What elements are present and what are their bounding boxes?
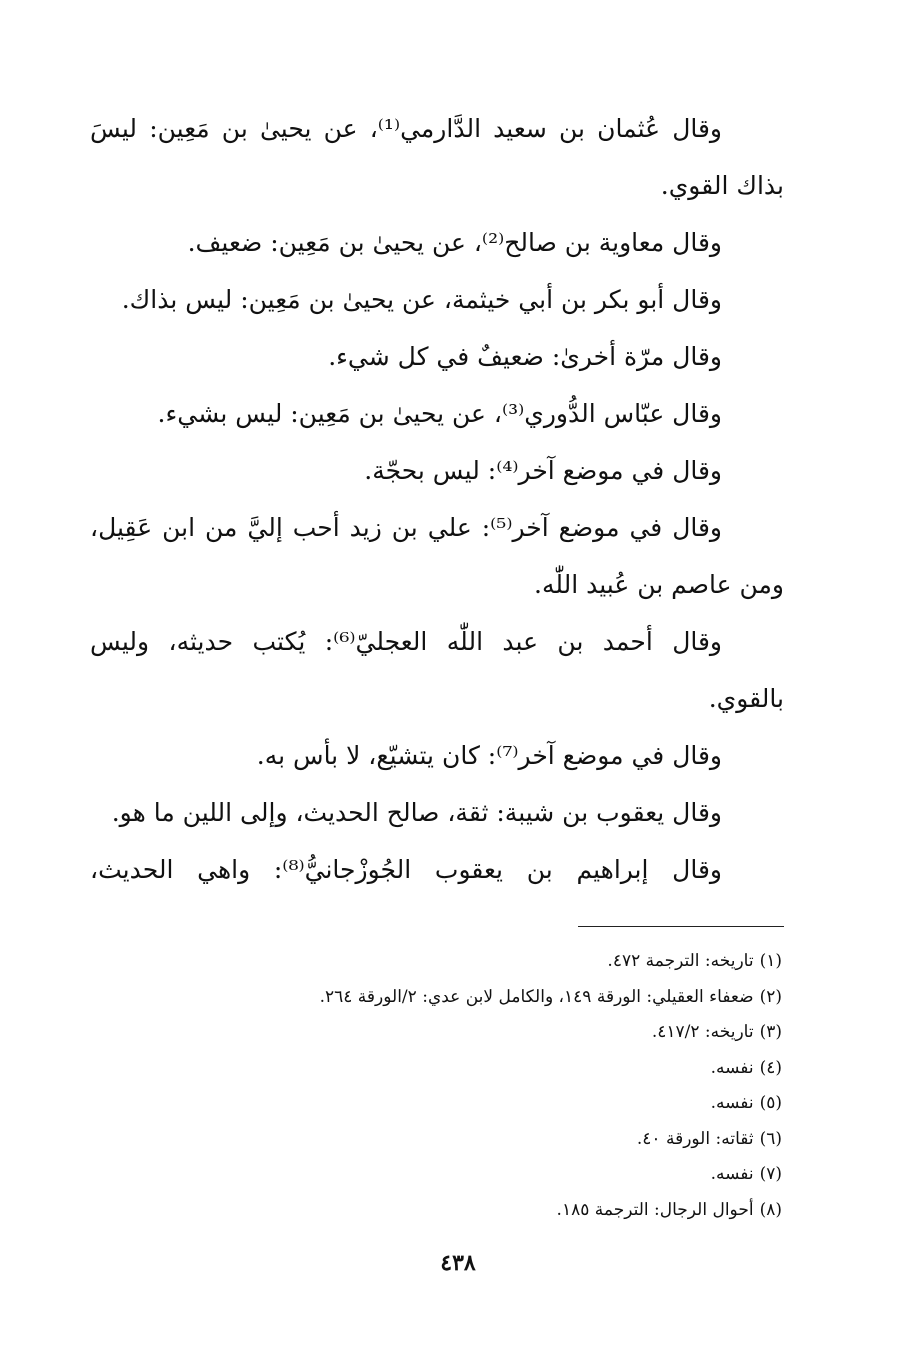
page-number: ٤٣٨: [440, 1250, 476, 1276]
text-line: وقال معاوية بن صالح⁽²⁾، عن يحيىٰ بن مَعِين: ضعيف.: [187, 228, 722, 257]
text-line: وقال في موضع آخر⁽⁵⁾: علي بن زيد أحب إليَّ من ابن عَقِيل،: [90, 513, 722, 542]
text-line: وقال عُثمان بن سعيد الدَّارمي⁽¹⁾، عن يحيىٰ بن مَعِين: ليسَ: [90, 114, 723, 143]
footnote: [142, 1193, 782, 1229]
footnote-number: (٣): [759, 1022, 782, 1042]
footnote: [142, 1157, 782, 1193]
text-line: وقال مرّة أخرىٰ: ضعيفٌ في كل شيء.: [328, 342, 722, 371]
footnote-text: أحوال الرجال: الترجمة ١٨٥.: [556, 1199, 754, 1220]
text-line: وقال في موضع آخر⁽⁴⁾: ليس بحجّة.: [364, 456, 722, 485]
text-line: وقال عبّاس الدُّوري⁽³⁾، عن يحيىٰ بن مَعِين: ليس بشيء.: [157, 399, 722, 428]
text-line: وقال أبو بكر بن أبي خيثمة، عن يحيىٰ بن مَعِين: ليس بذاك.: [121, 285, 722, 314]
text-line: وقال في موضع آخر⁽⁷⁾: كان يتشيّع، لا بأس به.: [256, 741, 722, 770]
footnote: [142, 944, 782, 980]
text-line: وقال أحمد بن عبد اللّٰه العجليّ⁽⁶⁾: يُكتب حديثه، وليس: [90, 627, 722, 656]
footnote: [142, 980, 782, 1016]
footnote-number: (٨): [759, 1199, 782, 1220]
footnote-text: تاريخه: الترجمة ٤٧٢.: [607, 951, 754, 971]
text-line: بذاك القوي.: [660, 171, 784, 200]
text-line: وقال يعقوب بن شيبة: ثقة، صالح الحديث، وإلى اللين ما هو.: [111, 798, 722, 827]
footnote-text: ضعفاء العقيلي: الورقة ١٤٩، والكامل لابن عدي: ٢/الورقة ٢٦٤.: [319, 986, 754, 1007]
text-line: ومن عاصم بن عُبيد اللّٰه.: [534, 570, 784, 599]
text-line: وقال إبراهيم بن يعقوب الجُوزْجانيُّ⁽⁸⁾: واهي الحديث،: [90, 855, 722, 884]
footnote-text: تاريخه: ٤١٧/٢.: [651, 1022, 754, 1042]
footnote-text: نفسه.: [710, 1093, 754, 1113]
footnote: [142, 1051, 782, 1087]
footnotes-block: [142, 944, 782, 1228]
footnote: [142, 1122, 782, 1158]
footnote-number: (١): [759, 951, 782, 971]
footnote-number: (٥): [759, 1093, 782, 1113]
footnote: [142, 1086, 782, 1122]
footnote-number: (٢): [759, 986, 782, 1007]
text-line: بالقوي.: [708, 684, 784, 713]
footnote-number: (٦): [759, 1128, 782, 1149]
footnote: [142, 1015, 782, 1051]
footnote-number: (٧): [759, 1164, 782, 1184]
footnote-separator: [578, 926, 784, 927]
footnote-text: ثقاته: الورقة ٤٠.: [636, 1128, 754, 1149]
footnote-number: (٤): [759, 1057, 782, 1078]
footnote-text: نفسه.: [710, 1057, 754, 1078]
footnote-text: نفسه.: [710, 1164, 754, 1184]
main-text-block: [90, 100, 784, 898]
